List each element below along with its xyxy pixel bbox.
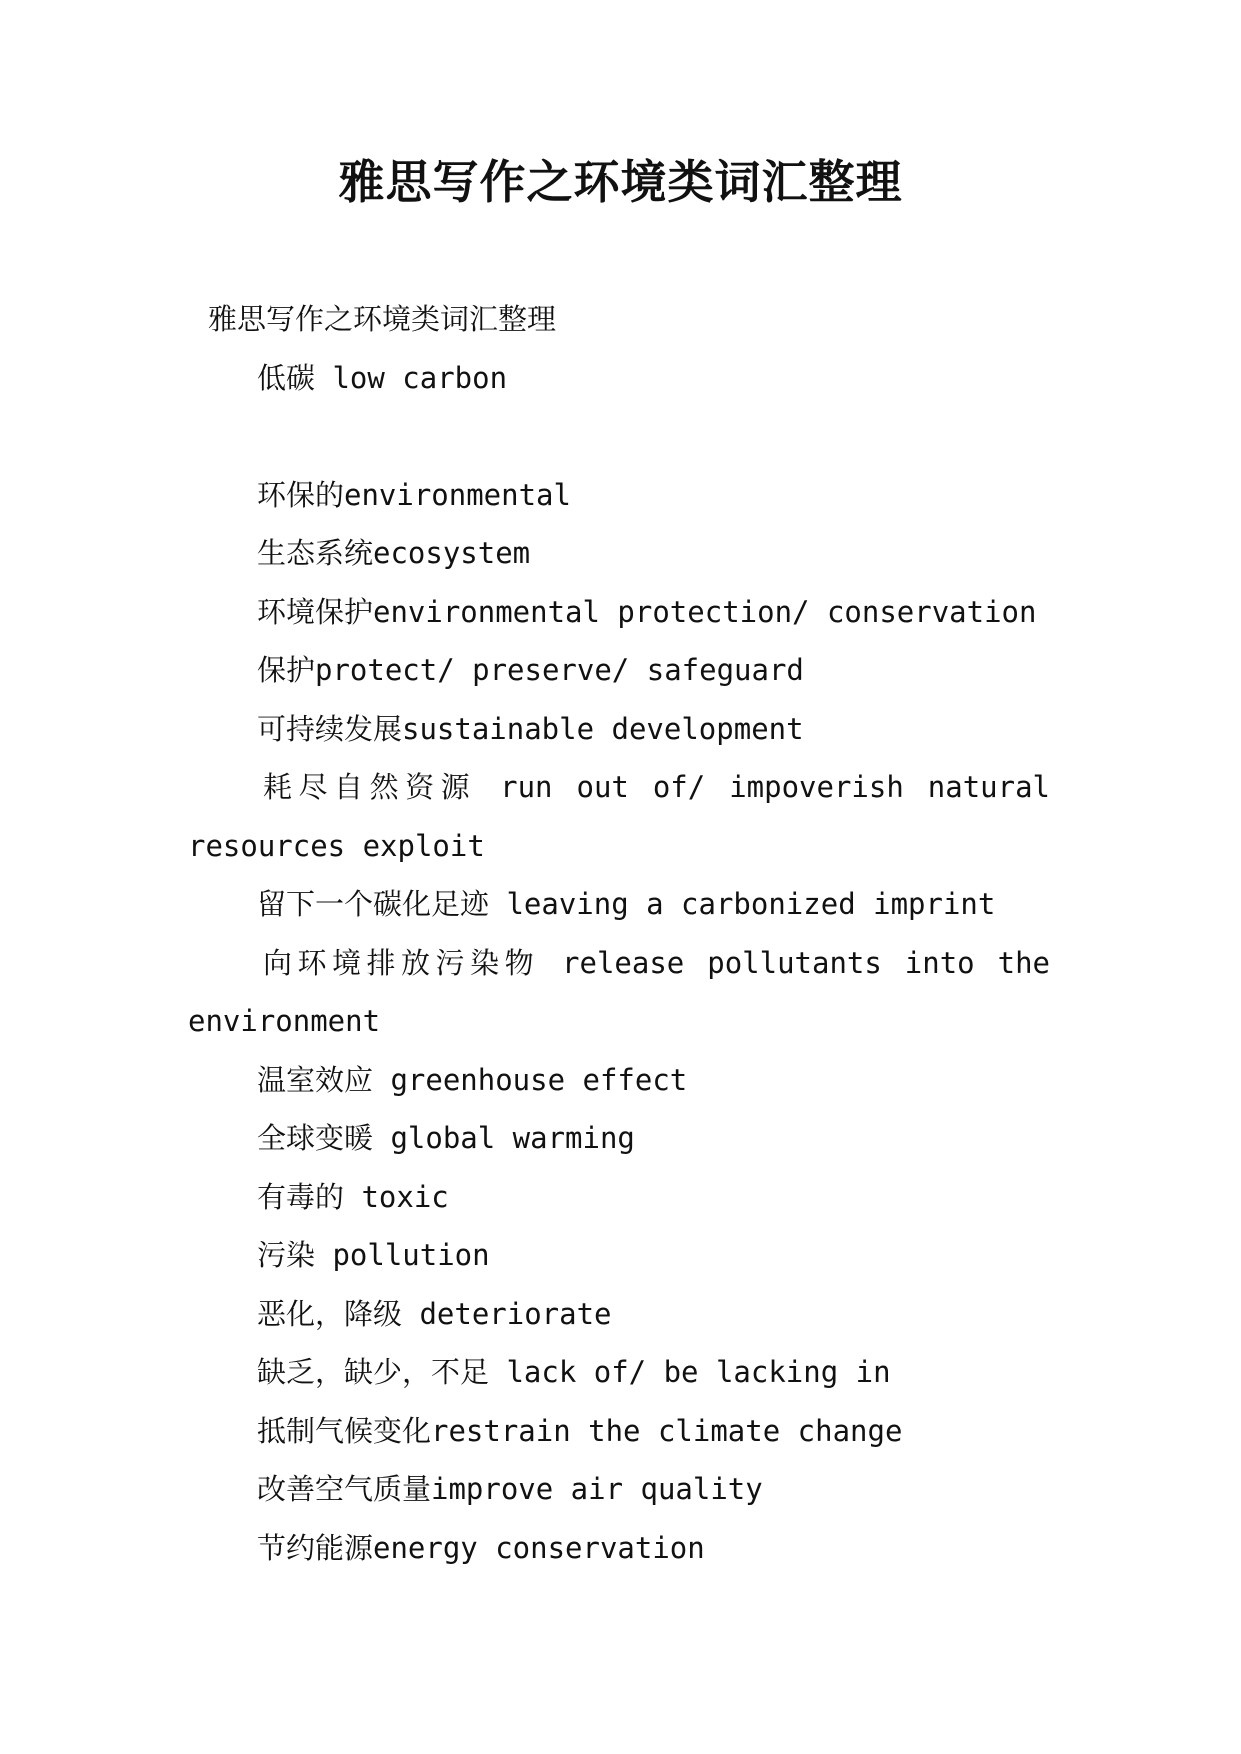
document-subheading: 雅思写作之环境类词汇整理 bbox=[208, 302, 557, 336]
vocab-entry: 低碳 low carbon bbox=[257, 360, 508, 395]
vocab-entry: 可持续发展sustainable development bbox=[257, 711, 804, 746]
document-title: 雅思写作之环境类词汇整理 bbox=[338, 155, 903, 209]
vocab-entry: 污染 pollution bbox=[257, 1238, 490, 1272]
vocab-entry: 环境保护environmental protection/ conservation bbox=[257, 594, 1037, 629]
vocab-entry: 恶化，降级 deteriorate bbox=[257, 1296, 612, 1331]
vocab-entry: 留下一个碳化足迹 leaving a carbonized imprint bbox=[257, 887, 996, 921]
vocab-entry: 有毒的 toxic bbox=[257, 1179, 449, 1214]
vocab-entry: 耗尽自然资源 run out of/ impoverish natural resources exploit bbox=[188, 770, 1050, 863]
vocab-entry: 节约能源energy conservation bbox=[257, 1530, 705, 1565]
blank-line bbox=[188, 407, 1050, 466]
vocab-entry: 改善空气质量improve air quality bbox=[257, 1472, 763, 1506]
document-body bbox=[188, 290, 1050, 1577]
vocab-entry: 全球变暖 global warming bbox=[257, 1121, 635, 1155]
vocab-entry: 缺乏，缺少，不足 lack of/ be lacking in bbox=[257, 1355, 891, 1389]
vocab-entry: 生态系统ecosystem bbox=[257, 536, 531, 570]
vocab-entry: 温室效应 greenhouse effect bbox=[257, 1062, 688, 1097]
vocab-entry: 向环境排放污染物 release pollutants into the environment bbox=[188, 945, 1050, 1038]
vocab-entry: 环保的environmental bbox=[257, 477, 571, 512]
vocab-entry: 保护protect/ preserve/ safeguard bbox=[257, 653, 804, 687]
vocab-entry: 抵制气候变化restrain the climate change bbox=[257, 1413, 903, 1448]
